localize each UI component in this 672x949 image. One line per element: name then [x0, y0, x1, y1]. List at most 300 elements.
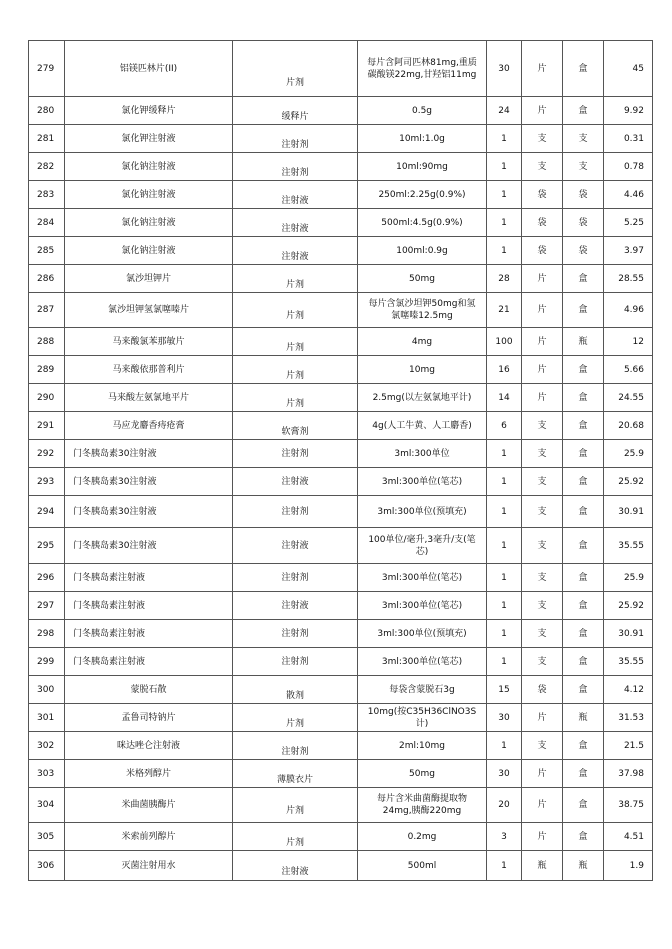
spec-text: 3ml:300单位(预填充) — [377, 628, 467, 639]
unit-text: 片 — [537, 800, 547, 810]
no-text: 298 — [37, 628, 55, 639]
name-text: 氯沙坦钾氢氯噻嗪片 — [107, 305, 189, 315]
no-text: 290 — [37, 392, 55, 403]
no-text: 279 — [37, 63, 55, 74]
spec-text: 0.5g — [411, 105, 433, 116]
cell-price — [604, 496, 653, 528]
no-text: 302 — [37, 740, 55, 751]
cell-unit — [522, 181, 563, 209]
cell-spec — [358, 676, 487, 704]
name-text: 氯化钠注射液 — [121, 245, 176, 256]
price-text: 25.9 — [623, 448, 644, 459]
cell-unit — [522, 265, 563, 293]
cell-pack — [563, 237, 604, 265]
spec-text: 每片含米曲菌酶提取物24mg,胰酶220mg — [376, 794, 467, 816]
no-text: 306 — [37, 860, 55, 871]
form-text: 注射液 — [281, 223, 309, 234]
cell-pack — [563, 704, 604, 732]
no-text: 285 — [37, 245, 55, 256]
no-text: 294 — [37, 506, 55, 517]
cell-pack — [563, 356, 604, 384]
cell-unit — [522, 564, 563, 592]
cell-pack — [563, 209, 604, 237]
cell-form — [233, 41, 358, 97]
cell-no — [29, 265, 65, 293]
cell-no — [29, 760, 65, 788]
cell-price — [604, 440, 653, 468]
price-text: 30.91 — [618, 628, 644, 639]
form-text: 注射剂 — [281, 628, 309, 639]
cell-no — [29, 704, 65, 732]
table-row — [29, 704, 653, 732]
price-text: 30.91 — [618, 506, 644, 517]
cell-unit — [522, 97, 563, 125]
unit-text: 片 — [537, 768, 547, 779]
cell-pack — [563, 528, 604, 564]
name-text: 门冬胰岛素注射液 — [73, 628, 146, 639]
cell-spec — [358, 265, 487, 293]
cell-pack — [563, 851, 604, 881]
cell-unit — [522, 440, 563, 468]
cell-qty — [487, 823, 522, 851]
cell-spec — [358, 41, 487, 97]
cell-name — [65, 528, 233, 564]
cell-qty — [487, 384, 522, 412]
cell-qty — [487, 125, 522, 153]
cell-spec — [358, 468, 487, 496]
unit-text: 片 — [537, 336, 547, 347]
spec-text: 每片含阿司匹林81mg,重质碳酸镁22mg,甘羟铝11mg — [367, 57, 477, 80]
no-text: 283 — [37, 189, 55, 200]
cell-form — [233, 237, 358, 265]
qty-text: 20 — [498, 800, 510, 810]
cell-name — [65, 125, 233, 153]
unit-text: 支 — [537, 133, 547, 144]
qty-text: 15 — [498, 684, 510, 695]
cell-qty — [487, 620, 522, 648]
cell-spec — [358, 97, 487, 125]
cell-spec — [358, 384, 487, 412]
spec-text: 500ml:4.5g(0.9%) — [381, 217, 463, 228]
price-text: 45 — [632, 63, 644, 74]
name-text: 咪达唑仑注射液 — [116, 740, 180, 751]
spec-text: 2.5mg(以左氨氯地平计) — [372, 392, 472, 403]
form-text: 注射剂 — [281, 448, 309, 459]
unit-text: 片 — [537, 273, 547, 284]
name-text: 门冬胰岛素30注射液 — [73, 506, 157, 517]
cell-price — [604, 528, 653, 564]
cell-pack — [563, 496, 604, 528]
cell-no — [29, 788, 65, 823]
qty-text: 21 — [498, 305, 510, 315]
cell-unit — [522, 468, 563, 496]
spec-text: 4mg — [411, 336, 433, 347]
cell-spec — [358, 528, 487, 564]
form-text: 片剂 — [285, 279, 304, 290]
unit-text: 支 — [537, 540, 547, 551]
name-text: 灭菌注射用水 — [121, 860, 176, 871]
spec-text: 每袋含蒙脱石3g — [389, 684, 455, 695]
name-text: 氯沙坦钾片 — [125, 273, 171, 284]
cell-pack — [563, 648, 604, 676]
cell-price — [604, 704, 653, 732]
cell-spec — [358, 356, 487, 384]
cell-spec — [358, 732, 487, 760]
form-text: 散剂 — [285, 690, 304, 701]
cell-pack — [563, 328, 604, 356]
cell-no — [29, 620, 65, 648]
cell-pack — [563, 97, 604, 125]
pack-text: 盒 — [578, 305, 588, 315]
cell-no — [29, 528, 65, 564]
cell-price — [604, 676, 653, 704]
table-row — [29, 265, 653, 293]
cell-qty — [487, 41, 522, 97]
spec-text: 100单位/毫升,3毫升/支(笔芯) — [368, 534, 476, 557]
price-text: 21.5 — [623, 740, 644, 751]
cell-name — [65, 41, 233, 97]
table-row — [29, 125, 653, 153]
cell-form — [233, 328, 358, 356]
cell-name — [65, 293, 233, 328]
cell-pack — [563, 788, 604, 823]
cell-unit — [522, 704, 563, 732]
cell-qty — [487, 676, 522, 704]
price-text: 28.55 — [618, 273, 644, 284]
cell-unit — [522, 732, 563, 760]
no-text: 295 — [37, 540, 55, 551]
cell-pack — [563, 384, 604, 412]
unit-text: 片 — [537, 305, 547, 315]
cell-price — [604, 468, 653, 496]
spec-text: 2ml:10mg — [399, 740, 445, 751]
form-text: 注射液 — [281, 540, 309, 551]
no-text: 289 — [37, 364, 55, 375]
cell-no — [29, 181, 65, 209]
price-text: 25.92 — [618, 476, 644, 487]
no-text: 293 — [37, 476, 55, 487]
spec-text: 3ml:300单位(笔芯) — [381, 476, 463, 487]
cell-spec — [358, 760, 487, 788]
unit-text: 支 — [537, 448, 547, 459]
cell-pack — [563, 620, 604, 648]
unit-text: 支 — [537, 600, 547, 611]
cell-price — [604, 153, 653, 181]
table-row — [29, 237, 653, 265]
unit-text: 袋 — [537, 245, 547, 256]
form-text: 片剂 — [285, 837, 304, 848]
cell-no — [29, 676, 65, 704]
qty-text: 30 — [498, 712, 510, 723]
cell-price — [604, 648, 653, 676]
cell-no — [29, 209, 65, 237]
spec-text: 10mg(按C35H36ClNO3S计) — [367, 706, 477, 729]
cell-qty — [487, 648, 522, 676]
cell-spec — [358, 237, 487, 265]
pack-text: 盒 — [578, 476, 588, 487]
cell-spec — [358, 592, 487, 620]
cell-pack — [563, 153, 604, 181]
cell-unit — [522, 293, 563, 328]
table-row — [29, 592, 653, 620]
cell-unit — [522, 851, 563, 881]
table-row — [29, 440, 653, 468]
unit-text: 片 — [537, 831, 547, 842]
table-row — [29, 153, 653, 181]
pack-text: 盒 — [578, 364, 588, 375]
name-text: 孟鲁司特钠片 — [121, 712, 176, 723]
price-text: 35.55 — [618, 656, 644, 667]
pack-text: 盒 — [578, 740, 588, 751]
cell-price — [604, 237, 653, 265]
cell-spec — [358, 209, 487, 237]
cell-no — [29, 648, 65, 676]
form-text: 片剂 — [285, 311, 304, 321]
cell-form — [233, 97, 358, 125]
unit-text: 片 — [537, 63, 547, 74]
form-text: 片剂 — [285, 370, 304, 381]
cell-price — [604, 181, 653, 209]
cell-no — [29, 440, 65, 468]
cell-pack — [563, 823, 604, 851]
qty-text: 1 — [501, 628, 507, 639]
cell-name — [65, 676, 233, 704]
cell-price — [604, 97, 653, 125]
cell-spec — [358, 823, 487, 851]
name-text: 铝镁匹林片(II) — [119, 63, 178, 74]
spec-text: 10mg — [409, 364, 435, 375]
cell-pack — [563, 181, 604, 209]
no-text: 284 — [37, 217, 55, 228]
cell-qty — [487, 704, 522, 732]
cell-no — [29, 468, 65, 496]
cell-unit — [522, 125, 563, 153]
name-text: 氯化钠注射液 — [121, 189, 176, 200]
cell-price — [604, 412, 653, 440]
name-text: 马来酸依那普利片 — [112, 364, 185, 375]
cell-unit — [522, 788, 563, 823]
cell-qty — [487, 328, 522, 356]
pack-text: 瓶 — [578, 336, 588, 347]
unit-text: 片 — [537, 392, 547, 403]
no-text: 303 — [37, 768, 55, 779]
cell-unit — [522, 237, 563, 265]
cell-pack — [563, 412, 604, 440]
form-text: 片剂 — [285, 342, 304, 353]
spec-text: 0.2mg — [407, 831, 437, 842]
unit-text: 支 — [537, 420, 547, 431]
qty-text: 1 — [501, 572, 507, 583]
cell-qty — [487, 356, 522, 384]
price-text: 20.68 — [618, 420, 644, 431]
pack-text: 盒 — [578, 831, 588, 842]
unit-text: 支 — [537, 161, 547, 172]
cell-form — [233, 592, 358, 620]
table-row — [29, 823, 653, 851]
price-text: 38.75 — [618, 800, 644, 810]
name-text: 米索前列醇片 — [121, 831, 176, 842]
pack-text: 袋 — [578, 189, 588, 200]
pack-text: 盒 — [578, 63, 588, 74]
form-text: 注射液 — [281, 195, 309, 206]
cell-form — [233, 732, 358, 760]
cell-form — [233, 153, 358, 181]
cell-qty — [487, 412, 522, 440]
cell-price — [604, 564, 653, 592]
name-text: 门冬胰岛素30注射液 — [73, 448, 157, 459]
cell-pack — [563, 440, 604, 468]
cell-pack — [563, 760, 604, 788]
table-row — [29, 412, 653, 440]
name-text: 米格列醇片 — [125, 768, 171, 779]
pack-text: 瓶 — [578, 860, 588, 871]
table-row — [29, 676, 653, 704]
qty-text: 1 — [501, 860, 507, 871]
pack-text: 袋 — [578, 217, 588, 228]
cell-price — [604, 851, 653, 881]
cell-qty — [487, 592, 522, 620]
name-text: 马应龙麝香痔疮膏 — [112, 420, 185, 431]
form-text: 注射剂 — [281, 656, 309, 667]
cell-price — [604, 384, 653, 412]
cell-no — [29, 823, 65, 851]
pack-text: 盒 — [578, 392, 588, 403]
qty-text: 1 — [501, 540, 507, 551]
name-text: 米曲菌胰酶片 — [121, 800, 176, 810]
unit-text: 片 — [537, 712, 547, 723]
spec-text: 10ml:1.0g — [399, 133, 445, 144]
cell-form — [233, 564, 358, 592]
cell-pack — [563, 676, 604, 704]
form-text: 注射液 — [281, 251, 309, 262]
no-text: 287 — [37, 305, 55, 315]
no-text: 301 — [37, 712, 55, 723]
form-text: 片剂 — [285, 718, 304, 729]
form-text: 薄膜衣片 — [276, 774, 313, 785]
form-text: 片剂 — [285, 806, 304, 816]
spec-text: 3ml:300单位(预填充) — [377, 506, 467, 517]
no-text: 299 — [37, 656, 55, 667]
table-row — [29, 468, 653, 496]
form-text: 片剂 — [285, 77, 304, 88]
pack-text: 盒 — [578, 572, 588, 583]
cell-no — [29, 592, 65, 620]
spec-text: 3ml:300单位(笔芯) — [381, 572, 463, 583]
qty-text: 1 — [501, 245, 507, 256]
cell-qty — [487, 209, 522, 237]
cell-price — [604, 823, 653, 851]
cell-no — [29, 564, 65, 592]
cell-name — [65, 153, 233, 181]
price-text: 12 — [632, 336, 644, 347]
cell-name — [65, 328, 233, 356]
cell-price — [604, 732, 653, 760]
cell-unit — [522, 823, 563, 851]
cell-price — [604, 41, 653, 97]
cell-name — [65, 412, 233, 440]
form-text: 注射剂 — [281, 746, 309, 757]
name-text: 氯化钠注射液 — [121, 161, 176, 172]
cell-form — [233, 181, 358, 209]
unit-text: 袋 — [537, 217, 547, 228]
price-text: 25.92 — [618, 600, 644, 611]
table-row — [29, 528, 653, 564]
cell-qty — [487, 528, 522, 564]
cell-qty — [487, 265, 522, 293]
cell-spec — [358, 620, 487, 648]
cell-form — [233, 356, 358, 384]
cell-qty — [487, 293, 522, 328]
cell-unit — [522, 528, 563, 564]
cell-no — [29, 356, 65, 384]
name-text: 氯化钠注射液 — [121, 217, 176, 228]
price-text: 35.55 — [618, 540, 644, 551]
table-row — [29, 496, 653, 528]
cell-unit — [522, 412, 563, 440]
cell-qty — [487, 564, 522, 592]
name-text: 氯化钾缓释片 — [121, 105, 176, 116]
spec-text: 50mg — [409, 273, 435, 284]
spec-text: 4g(人工牛黄、人工麝香) — [372, 420, 472, 431]
name-text: 马来酸左氨氯地平片 — [107, 392, 189, 403]
cell-pack — [563, 564, 604, 592]
qty-text: 1 — [501, 448, 507, 459]
price-text: 0.31 — [623, 133, 644, 144]
cell-name — [65, 440, 233, 468]
cell-name — [65, 823, 233, 851]
cell-form — [233, 468, 358, 496]
cell-unit — [522, 496, 563, 528]
qty-text: 30 — [498, 768, 510, 779]
table-row — [29, 732, 653, 760]
cell-form — [233, 528, 358, 564]
cell-spec — [358, 181, 487, 209]
pack-text: 盒 — [578, 656, 588, 667]
qty-text: 1 — [501, 217, 507, 228]
cell-form — [233, 620, 358, 648]
table-row — [29, 328, 653, 356]
cell-price — [604, 760, 653, 788]
qty-text: 1 — [501, 161, 507, 172]
cell-unit — [522, 153, 563, 181]
cell-name — [65, 564, 233, 592]
cell-name — [65, 356, 233, 384]
cell-form — [233, 293, 358, 328]
cell-no — [29, 125, 65, 153]
cell-name — [65, 237, 233, 265]
cell-unit — [522, 384, 563, 412]
cell-spec — [358, 293, 487, 328]
unit-text: 瓶 — [537, 860, 547, 871]
pack-text: 盒 — [578, 420, 588, 431]
cell-form — [233, 760, 358, 788]
no-text: 280 — [37, 105, 55, 116]
cell-no — [29, 293, 65, 328]
no-text: 282 — [37, 161, 55, 172]
cell-qty — [487, 181, 522, 209]
qty-text: 1 — [501, 600, 507, 611]
pack-text: 盒 — [578, 105, 588, 116]
cell-unit — [522, 620, 563, 648]
unit-text: 支 — [537, 628, 547, 639]
qty-text: 1 — [501, 506, 507, 517]
cell-no — [29, 237, 65, 265]
pack-text: 盒 — [578, 800, 588, 810]
table-row — [29, 620, 653, 648]
cell-form — [233, 209, 358, 237]
no-text: 304 — [37, 800, 55, 810]
cell-form — [233, 440, 358, 468]
